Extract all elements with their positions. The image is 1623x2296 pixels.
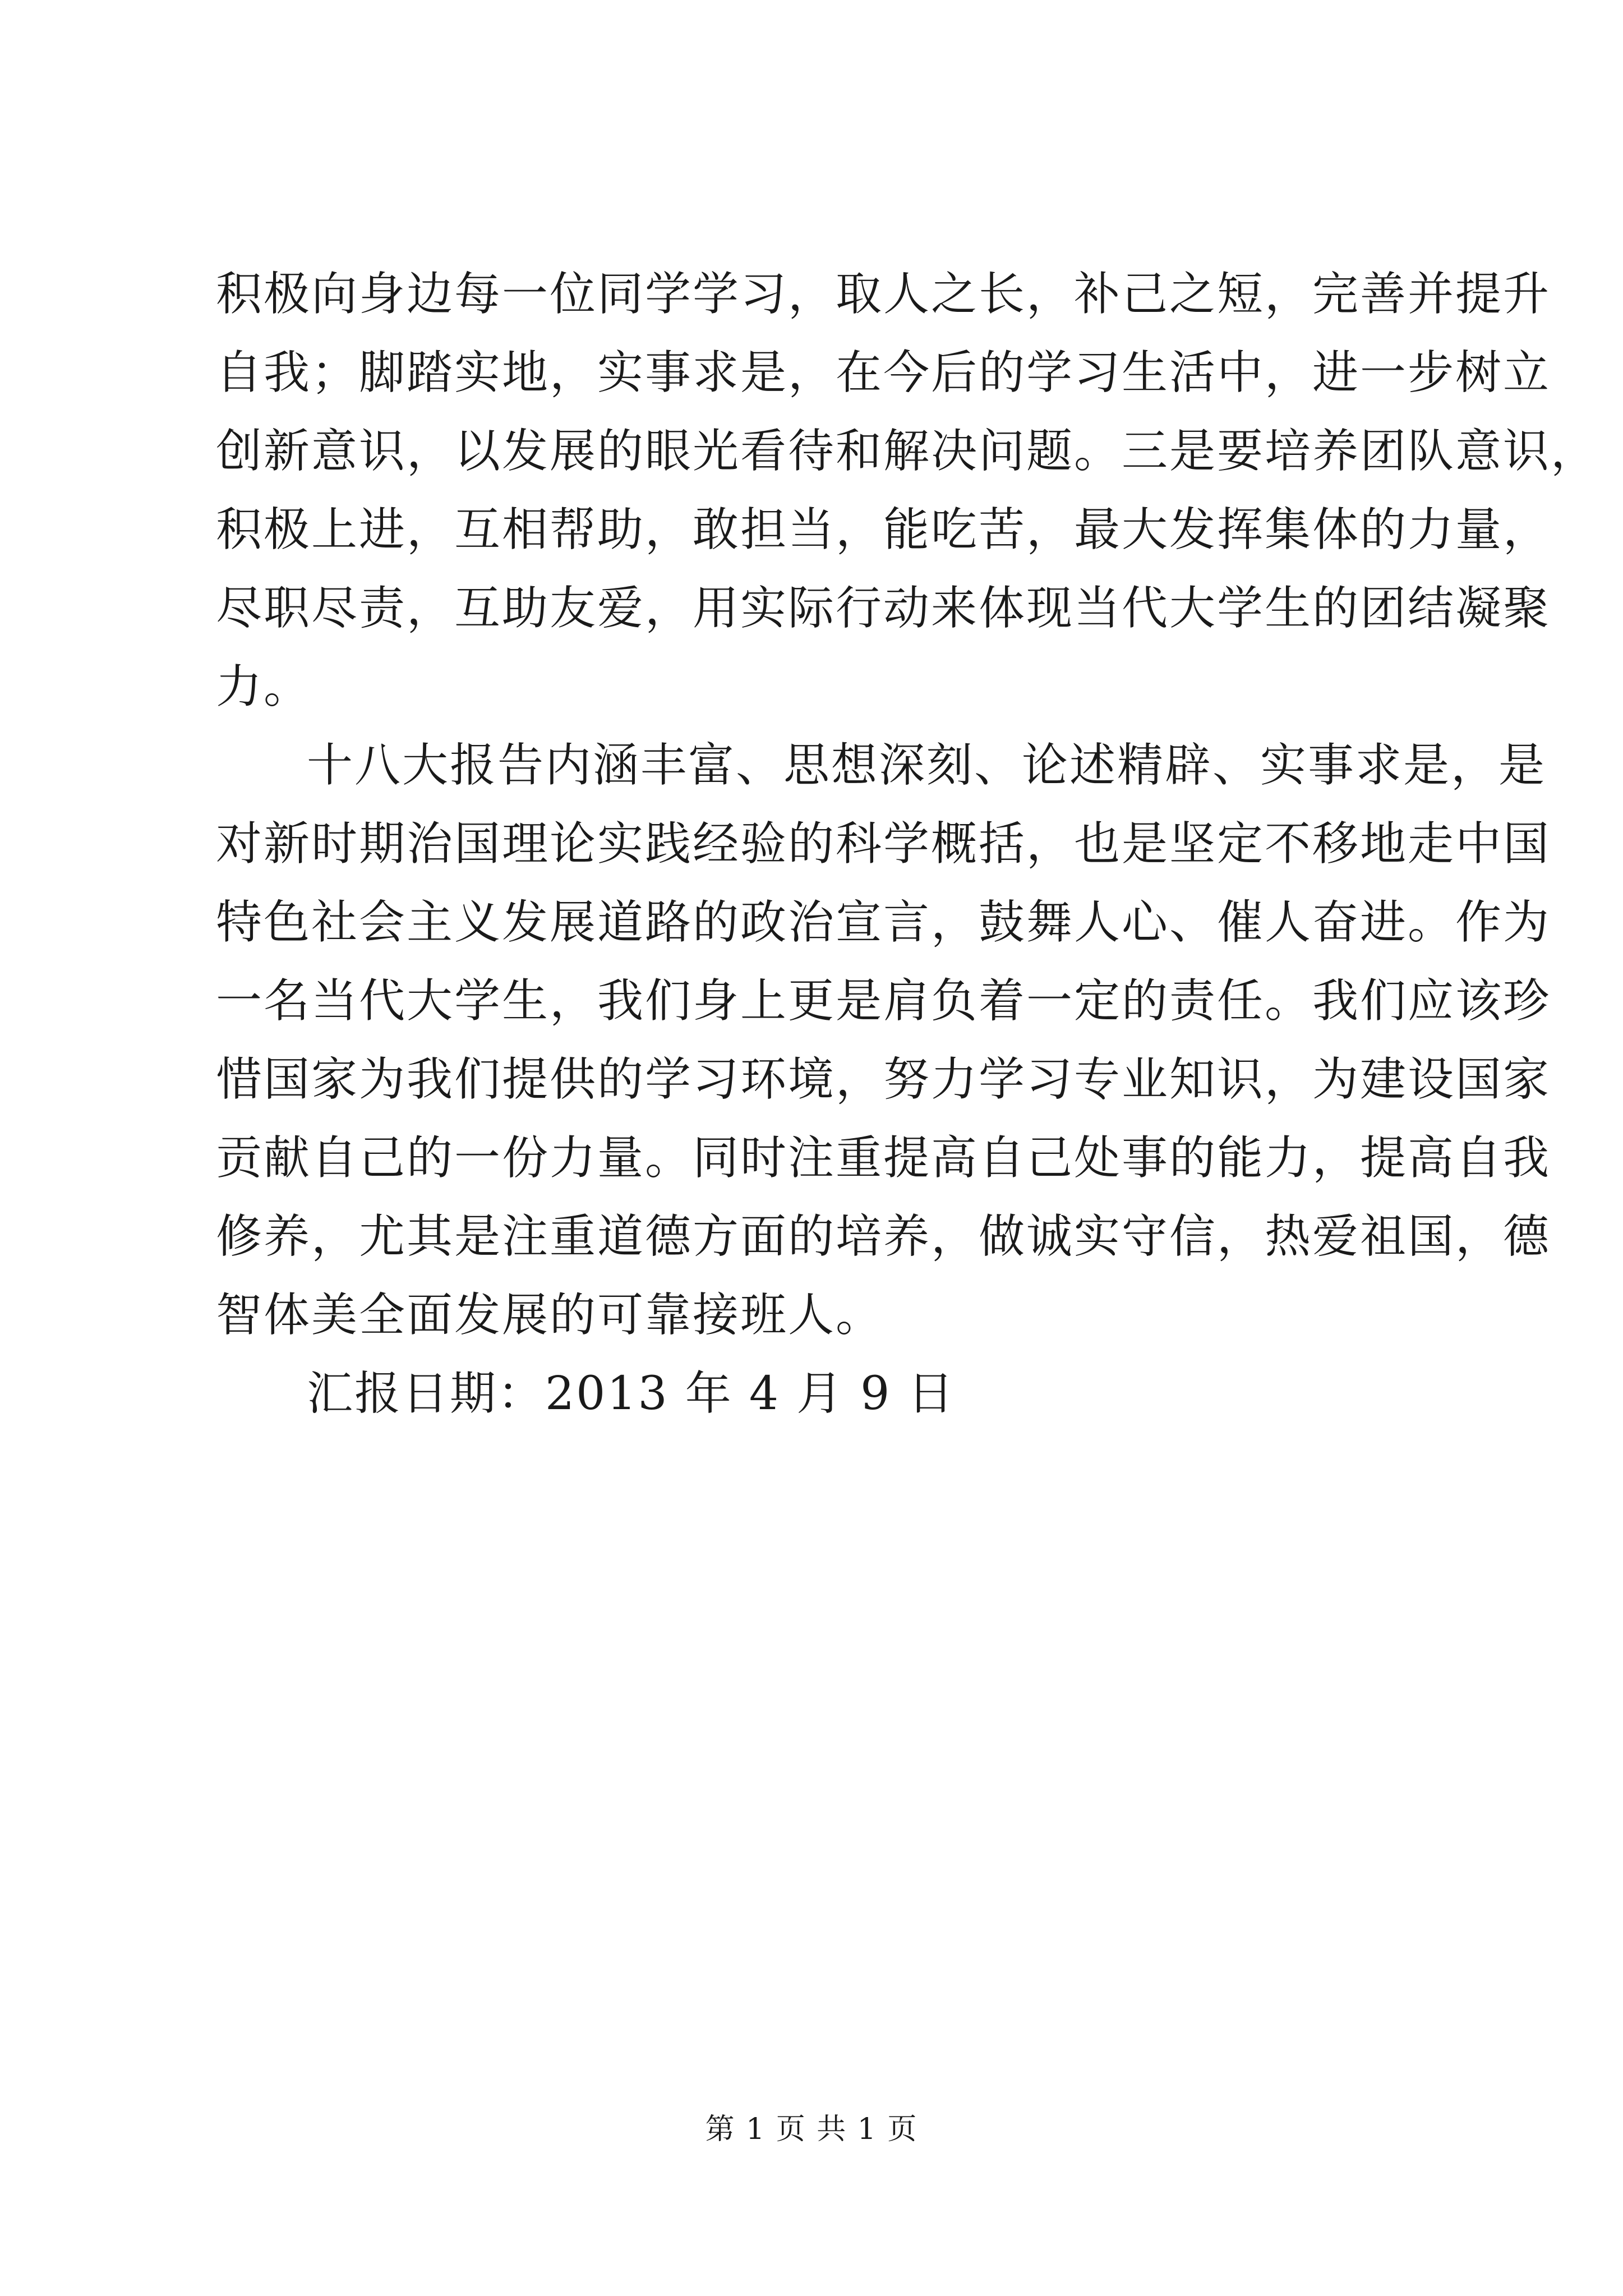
- paragraph-report-date: [216, 1355, 1438, 1433]
- text-line: 贡献自己的一份力量。同时注重提高自己处事的能力，提高自我: [216, 1131, 1551, 1185]
- text-line: 特色社会主义发展道路的政治宣言，鼓舞人心、催人奋进。作为: [216, 896, 1551, 949]
- text-line: 十八大报告内涵丰富、思想深刻、论述精辟、实事求是，是: [307, 739, 1547, 792]
- text-line: 尽职尽责，互助友爱，用实际行动来体现当代大学生的团结凝聚: [216, 582, 1551, 635]
- paragraph-continuation: [216, 255, 1599, 726]
- text-line: 修养，尤其是注重道德方面的培养，做诚实守信，热爱祖国，德: [216, 1210, 1551, 1263]
- text-line: 自我；脚踏实地，实事求是，在今后的学习生活中，进一步树立: [216, 346, 1551, 399]
- text-line: 积极上进，互相帮助，敢担当，能吃苦，最大发挥集体的力量，: [216, 503, 1551, 556]
- page-footer: 第 1 页 共 1 页: [705, 2113, 918, 2146]
- report-date: 汇报日期：2013 年 4 月 9 日: [307, 1367, 956, 1420]
- text-line: 力。: [216, 660, 312, 714]
- text-line: 一名当代大学生，我们身上更是肩负着一定的责任。我们应该珍: [216, 974, 1551, 1028]
- text-line: 积极向身边每一位同学学习，取人之长，补己之短，完善并提升: [216, 268, 1551, 321]
- text-line: 对新时期治国理论实践经验的科学概括，也是坚定不移地走中国: [216, 817, 1551, 871]
- text-line: 智体美全面发展的可靠接班人。: [216, 1289, 884, 1342]
- text-line: 惜国家为我们提供的学习环境，努力学习专业知识，为建设国家: [216, 1053, 1551, 1106]
- paragraph-shibada-report: [216, 726, 1551, 1355]
- document-body: [216, 255, 1599, 1433]
- text-line: 创新意识，以发展的眼光看待和解决问题。三是要培养团队意识，: [216, 425, 1599, 478]
